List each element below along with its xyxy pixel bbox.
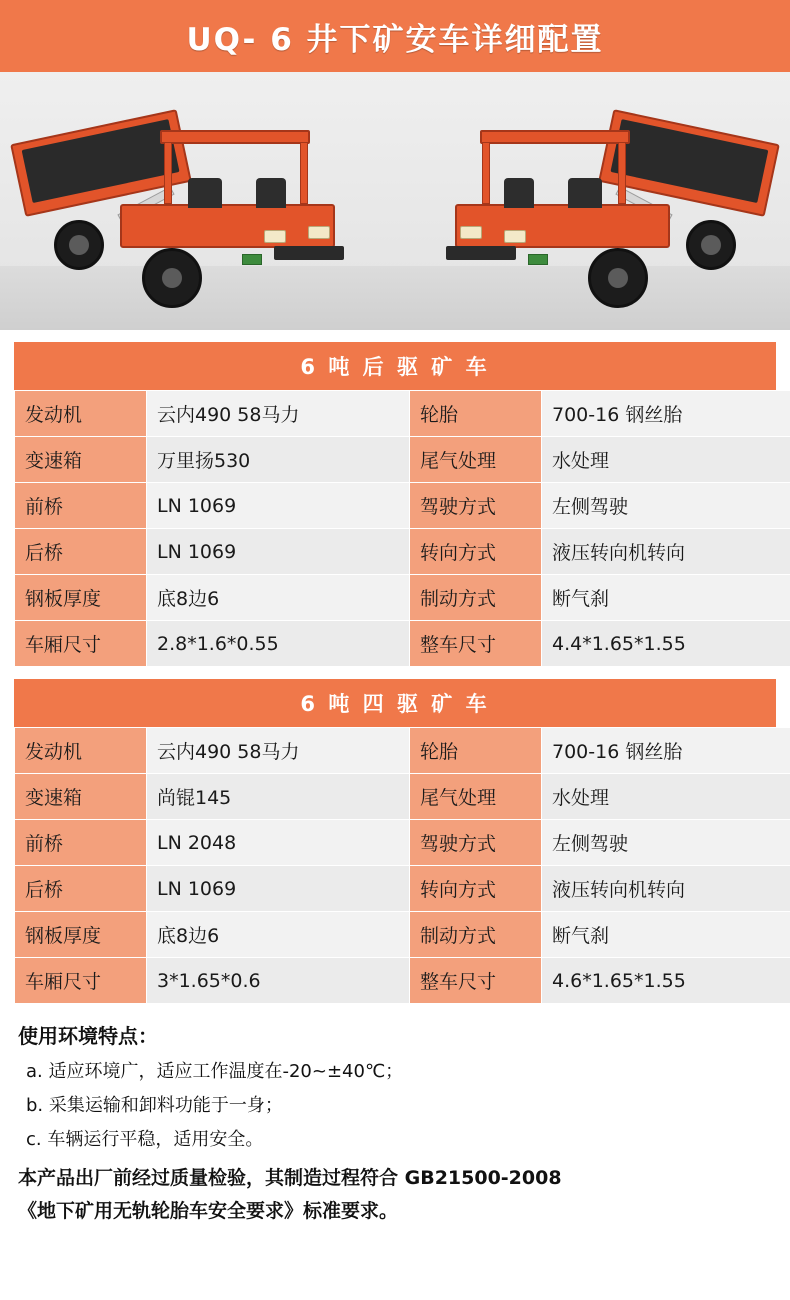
page-header [0,0,790,72]
truck-headlamp-right [308,226,330,239]
truck-bed-interior [610,119,768,203]
truck-chassis [455,204,670,248]
spec-value: LN 1069 [147,483,410,529]
table-row [15,866,790,912]
spec-value: LN 1069 [147,529,410,575]
usage-notes-section [0,1004,790,1223]
spec-value: 3*1.65*0.6 [147,958,410,1004]
spec-value: 断气刹 [542,575,790,621]
table-row [15,958,790,1004]
spec-label: 制动方式 [410,575,542,621]
spec-value: 左侧驾驶 [542,483,790,529]
truck-seat-secondary [504,178,534,208]
spec-label: 钢板厚度 [15,912,147,958]
spec-table-four-wheel-drive [14,727,790,1004]
table-row [15,529,790,575]
truck-wheel-front [588,248,648,308]
product-photo-strip [0,72,790,330]
table-row [15,621,790,667]
spec-value: 云内490 58马力 [147,391,410,437]
spec-label: 车厢尺寸 [15,958,147,1004]
table-row [15,912,790,958]
spec-value: 2.8*1.6*0.55 [147,621,410,667]
truck-cab-roof [160,130,310,144]
spec-label: 驾驶方式 [410,820,542,866]
truck-wheel-hub [608,268,628,288]
table-row [15,575,790,621]
truck-bed-interior [22,119,180,203]
spec-value: 液压转向机转向 [542,866,790,912]
standard-compliance-line-2: 《地下矿用无轨轮胎车安全要求》标准要求。 [18,1200,399,1222]
truck-roof-post-rear [482,142,490,204]
spec-block-four-wheel-drive [0,679,790,1004]
truck-wheel-rear [54,220,104,270]
truck-roof-post-rear [300,142,308,204]
spec-label: 尾气处理 [410,437,542,483]
spec-label: 前桥 [15,820,147,866]
truck-headlamp-left [504,230,526,243]
spec-value: 底8边6 [147,575,410,621]
spec-label: 钢板厚度 [15,575,147,621]
spec-value: LN 2048 [147,820,410,866]
standard-compliance-line-1: 本产品出厂前经过质量检验，其制造过程符合 GB21500-2008 [18,1167,562,1189]
spec-value: 4.6*1.65*1.55 [542,958,790,1004]
truck-wheel-rear [686,220,736,270]
truck-id-plate [242,254,262,265]
spec-value: 云内490 58马力 [147,728,410,774]
spec-label: 驾驶方式 [410,483,542,529]
spec-value: 底8边6 [147,912,410,958]
spec-label: 变速箱 [15,774,147,820]
spec-label: 尾气处理 [410,774,542,820]
spec-value: 尚锟145 [147,774,410,820]
table-row [15,437,790,483]
spec-value: 万里扬530 [147,437,410,483]
spec-label: 转向方式 [410,529,542,575]
spec-block-rear-drive [0,342,790,667]
spec-label: 发动机 [15,728,147,774]
product-photo-right [395,72,790,330]
spec-value: 水处理 [542,437,790,483]
spec-value: 液压转向机转向 [542,529,790,575]
spec-label: 制动方式 [410,912,542,958]
truck-wheel-front [142,248,202,308]
spec-label: 车厢尺寸 [15,621,147,667]
spec-label: 轮胎 [410,391,542,437]
truck-bumper [446,246,516,260]
spec-value: 700-16 钢丝胎 [542,391,790,437]
spec-label: 发动机 [15,391,147,437]
table-row [15,728,790,774]
spec-table-title: 6 吨 四 驱 矿 车 [14,679,776,727]
truck-wheel-hub [701,235,721,255]
mine-truck-illustration-left [12,108,342,308]
product-photo-left [0,72,395,330]
truck-seat-secondary [256,178,286,208]
page-title: UQ- 6 井下矿安车详细配置 [186,21,604,58]
truck-seat [188,178,222,208]
truck-roof-post-front [164,142,172,204]
table-row [15,483,790,529]
spec-label: 前桥 [15,483,147,529]
spec-label: 整车尺寸 [410,621,542,667]
truck-wheel-hub [69,235,89,255]
spec-value: 左侧驾驶 [542,820,790,866]
spec-label: 整车尺寸 [410,958,542,1004]
truck-id-plate [528,254,548,265]
spec-label: 后桥 [15,866,147,912]
mine-truck-illustration-right [448,108,778,308]
spec-table-title: 6 吨 后 驱 矿 车 [14,342,776,390]
usage-note-item: a. 适应环境广，适应工作温度在-20~±40℃； [26,1061,404,1082]
truck-headlamp-left [264,230,286,243]
usage-note-item: b. 采集运输和卸料功能于一身； [26,1095,283,1116]
spec-label: 轮胎 [410,728,542,774]
table-row [15,820,790,866]
spec-value: LN 1069 [147,866,410,912]
truck-seat [568,178,602,208]
spec-label: 变速箱 [15,437,147,483]
spec-value: 700-16 钢丝胎 [542,728,790,774]
truck-wheel-hub [162,268,182,288]
spec-label: 转向方式 [410,866,542,912]
truck-bumper [274,246,344,260]
spec-value: 水处理 [542,774,790,820]
spec-value: 4.4*1.65*1.55 [542,621,790,667]
usage-note-item: c. 车辆运行平稳，适用安全。 [26,1129,264,1150]
truck-roof-post-front [618,142,626,204]
truck-cab-roof [480,130,630,144]
table-row [15,774,790,820]
spec-value: 断气刹 [542,912,790,958]
spec-table-rear-drive [14,390,790,667]
table-row [15,391,790,437]
spec-label: 后桥 [15,529,147,575]
usage-notes-heading: 使用环境特点： [18,1024,158,1048]
truck-headlamp-right [460,226,482,239]
truck-chassis [120,204,335,248]
